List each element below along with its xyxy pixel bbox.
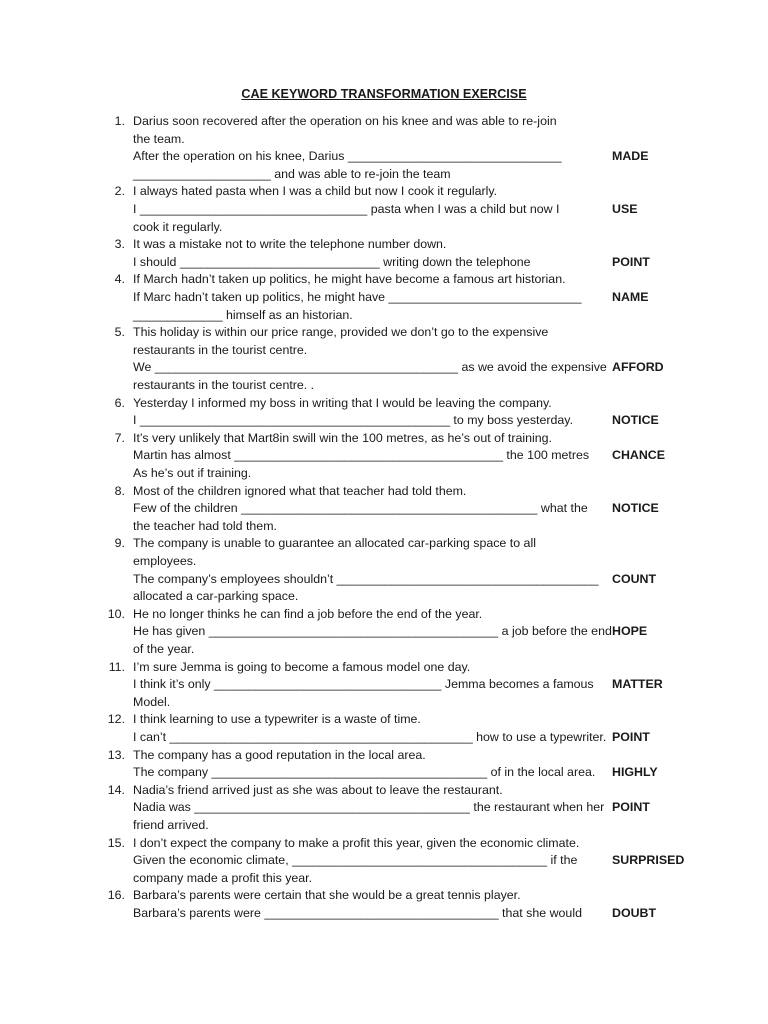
item-number: 4. [114, 272, 125, 287]
item-text-line: If Marc hadn’t taken up politics, he might have ____________________________ [133, 289, 582, 304]
item-text-line: company made a profit this year. [133, 870, 313, 885]
item-number: 15. [107, 835, 125, 850]
item-text-line: I don’t expect the company to make a profit this year, given the economic climate. [133, 835, 580, 850]
item-text-line: Darius soon recovered after the operation on his knee and was able to re-join [133, 114, 557, 128]
item-number: 14. [107, 782, 125, 797]
item-text-line: _____________ himself as an historian. [133, 307, 353, 322]
item-text-line: After the operation on his knee, Darius _______________________________ [133, 149, 562, 164]
item-text-line: He no longer thinks he can find a job before the end of the year. [133, 606, 483, 621]
item-text-line: Barbara’s parents were __________________________________ that she would [133, 905, 582, 920]
item-text-line: cook it regularly. [133, 219, 223, 234]
item-number: 11. [108, 659, 125, 674]
item-text-line: As he’s out if training. [133, 465, 252, 480]
exercise-item [0, 183, 768, 236]
exercise-item [0, 747, 768, 782]
item-text-line: ____________________ and was able to re-join the team [133, 166, 451, 181]
item-number: 5. [114, 325, 125, 340]
item-text-line: restaurants in the tourist centre. . [133, 377, 315, 392]
keyword: NOTICE [612, 501, 659, 516]
keyword: HOPE [612, 624, 648, 639]
item-number: 8. [114, 483, 125, 498]
keyword: COUNT [612, 571, 657, 586]
item-text-line: I _____________________________________________ to my boss yesterday. [133, 413, 574, 428]
item-text-line: It was a mistake not to write the telephone number down. [133, 237, 447, 252]
item-text-line: We ____________________________________________ as we avoid the expensive [133, 360, 607, 375]
item-text-line: Given the economic climate, _____________________________________ if the [133, 853, 578, 868]
item-text-line: The company’s employees shouldn’t ______________________________________ [133, 571, 599, 586]
keyword: NOTICE [612, 413, 659, 428]
exercise-item [0, 483, 768, 536]
item-text-line: I can’t ____________________________________________ how to use a typewriter. [133, 729, 607, 744]
keyword: POINT [612, 254, 650, 269]
item-text-line: I’m sure Jemma is going to become a famous model one day. [133, 659, 471, 674]
item-text-line: Yesterday I informed my boss in writing that I would be leaving the company. [133, 395, 552, 410]
item-number: 2. [114, 184, 125, 199]
item-number: 13. [107, 747, 125, 762]
keyword: MADE [612, 149, 649, 164]
keyword: SURPRISED [612, 853, 685, 868]
item-text-line: friend arrived. [133, 817, 209, 832]
item-text-line: Barbara’s parents were certain that she would be a great tennis player. [133, 888, 521, 903]
exercise-item [0, 711, 768, 746]
exercise-item [0, 659, 768, 712]
page-title: CAE KEYWORD TRANSFORMATION EXERCISE [241, 87, 527, 101]
exercise-item [0, 324, 768, 394]
keyword: HIGHLY [612, 765, 658, 780]
item-text-line: He has given __________________________________________ a job before the end [133, 624, 612, 639]
keyword: POINT [612, 800, 650, 815]
item-text-line: I should _____________________________ writing down the telephone [133, 254, 531, 269]
keyword: USE [612, 201, 638, 216]
item-number: 12. [107, 712, 125, 727]
item-number: 16. [107, 888, 125, 903]
exercise-item [0, 271, 768, 324]
item-number: 1. [114, 114, 125, 128]
item-number: 7. [114, 430, 125, 445]
item-number: 6. [114, 395, 125, 410]
item-text-line: It’s very unlikely that Mart8in swill win the 100 metres, as he’s out of training. [133, 430, 552, 445]
keyword: NAME [612, 289, 649, 304]
item-text-line: Few of the children ___________________________________________ what the [133, 501, 588, 516]
item-text-line: I think it’s only _________________________________ Jemma becomes a famous [133, 677, 594, 692]
keyword: DOUBT [612, 905, 657, 920]
item-text-line: Most of the children ignored what that teacher had told them. [133, 483, 467, 498]
item-text-line: I _________________________________ pasta when I was a child but now I [133, 201, 560, 216]
keyword: AFFORD [612, 360, 664, 375]
item-text-line: I always hated pasta when I was a child but now I cook it regularly. [133, 184, 498, 199]
item-text-line: This holiday is within our price range, provided we don’t go to the expensive [133, 325, 549, 340]
item-text-line: The company ________________________________________ of in the local area. [133, 765, 596, 780]
keyword: CHANCE [612, 448, 666, 463]
item-text-line: If March hadn’t taken up politics, he might have become a famous art historian. [133, 272, 566, 287]
exercise-item [0, 430, 768, 483]
exercise-item [0, 535, 768, 605]
item-text-line: allocated a car-parking space. [133, 589, 299, 604]
exercise-item [0, 782, 768, 835]
item-text-line: Martin has almost _______________________________________ the 100 metres [133, 448, 590, 463]
item-number: 3. [114, 237, 125, 252]
item-text-line: Model. [133, 694, 171, 709]
exercise-item [0, 606, 768, 659]
item-number: 9. [114, 536, 125, 551]
item-text-line: The company has a good reputation in the local area. [133, 747, 426, 762]
item-text-line: I think learning to use a typewriter is a waste of time. [133, 712, 421, 727]
item-text-line: employees. [133, 553, 197, 568]
item-text-line: restaurants in the tourist centre. [133, 342, 308, 357]
item-text-line: the team. [133, 131, 185, 146]
exercise-item [0, 113, 768, 183]
exercise-item [0, 236, 768, 271]
item-text-line: Nadia was ________________________________________ the restaurant when her [133, 800, 605, 815]
item-text-line: Nadia’s friend arrived just as she was about to leave the restaurant. [133, 782, 503, 797]
item-text-line: The company is unable to guarantee an allocated car-parking space to all [133, 536, 536, 551]
exercise-item [0, 395, 768, 430]
item-text-line: the teacher had told them. [133, 518, 277, 533]
item-text-line: of the year. [133, 641, 195, 656]
keyword: POINT [612, 729, 650, 744]
exercise-item [0, 835, 768, 888]
keyword: MATTER [612, 677, 663, 692]
item-number: 10. [107, 606, 125, 621]
exercise-item [0, 887, 768, 922]
